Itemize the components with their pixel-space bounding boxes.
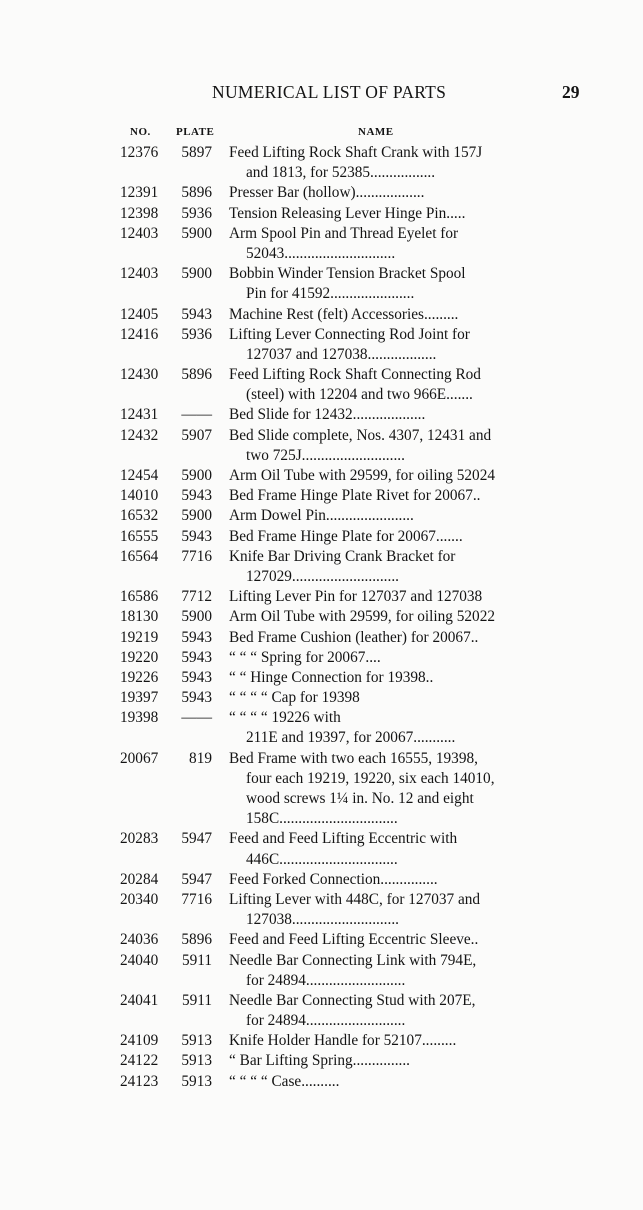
part-entry-line xyxy=(0,426,643,446)
part-entry xyxy=(0,547,643,587)
part-name: two 725J........................... xyxy=(246,446,405,464)
part-number: 12454 xyxy=(120,467,159,484)
part-entry-line xyxy=(0,466,643,486)
part-entry xyxy=(0,607,643,627)
part-name: Feed Forked Connection............... xyxy=(229,870,438,888)
part-entry xyxy=(0,829,643,869)
part-entry-continuation-line xyxy=(0,910,643,930)
part-name: Knife Holder Handle for 52107......... xyxy=(229,1032,457,1050)
part-entry-continuation-line xyxy=(0,728,643,748)
plate-number: 5913 xyxy=(181,1072,212,1090)
part-name: Feed and Feed Lifting Eccentric with xyxy=(229,830,458,848)
part-number: 12398 xyxy=(120,204,159,222)
part-number: 12416 xyxy=(120,325,159,343)
part-name: for 24894.......................... xyxy=(246,971,406,989)
part-number: 20284 xyxy=(120,870,159,888)
part-number: 24123 xyxy=(120,1072,159,1090)
plate-number: 819 xyxy=(189,749,212,767)
part-name: for 24894.......................... xyxy=(246,1012,406,1030)
plate-number: —— xyxy=(181,709,212,727)
part-number: 12430 xyxy=(120,366,159,384)
parts-list xyxy=(0,143,643,1092)
part-name: Bed Frame Cushion (leather) for 20067.. xyxy=(229,628,479,646)
part-entry-continuation-line xyxy=(0,345,643,365)
plate-number: 5936 xyxy=(181,325,212,343)
part-entry-line xyxy=(0,183,643,203)
plate-number: 5900 xyxy=(181,507,212,525)
part-name: Feed and Feed Lifting Eccentric Sleeve.. xyxy=(229,931,479,949)
part-entry-line xyxy=(0,688,643,708)
part-entry xyxy=(0,325,643,365)
part-number: 20340 xyxy=(120,890,159,908)
plate-number: 5897 xyxy=(181,144,212,161)
part-entry xyxy=(0,628,643,648)
part-entry-continuation-line xyxy=(0,567,643,587)
part-entry-line xyxy=(0,506,643,526)
part-name: Arm Dowel Pin....................... xyxy=(229,507,414,525)
plate-number: 5936 xyxy=(181,204,212,222)
part-number: 24109 xyxy=(120,1032,159,1050)
plate-number: 5943 xyxy=(181,487,212,505)
part-number: 24036 xyxy=(120,931,159,949)
part-name: 127038............................ xyxy=(246,911,399,929)
part-entry-line xyxy=(0,668,643,688)
part-entry-line xyxy=(0,870,643,890)
plate-number: 5943 xyxy=(181,648,212,666)
part-number: 16586 xyxy=(120,588,159,606)
part-entry-line xyxy=(0,829,643,849)
plate-number: 5896 xyxy=(181,184,212,202)
plate-number: 5943 xyxy=(181,689,212,707)
part-number: 16532 xyxy=(120,507,159,525)
plate-number: —— xyxy=(181,406,212,424)
part-number: 16564 xyxy=(120,547,159,565)
part-name: Arm Spool Pin and Thread Eyelet for xyxy=(229,224,459,242)
part-number: 24041 xyxy=(120,991,159,1009)
part-entry-line xyxy=(0,325,643,345)
part-entry xyxy=(0,527,643,547)
part-entry-line xyxy=(0,648,643,668)
plate-number: 5900 xyxy=(181,467,212,484)
column-header-name: NAME xyxy=(358,126,394,138)
part-entry-line xyxy=(0,587,643,607)
part-entry-line xyxy=(0,951,643,971)
part-entry xyxy=(0,951,643,991)
part-number: 14010 xyxy=(120,487,159,505)
part-name: Bed Slide complete, Nos. 4307, 12431 and xyxy=(229,426,492,444)
part-name: Bed Frame Hinge Plate for 20067....... xyxy=(229,527,463,545)
part-entry xyxy=(0,668,643,688)
part-name: Needle Bar Connecting Stud with 207E, xyxy=(229,991,476,1009)
part-name: Lifting Lever Connecting Rod Joint for xyxy=(229,325,470,343)
part-entry-line xyxy=(0,143,643,163)
part-entry-continuation-line xyxy=(0,769,643,789)
part-entry xyxy=(0,1031,643,1051)
part-entry-continuation-line xyxy=(0,163,643,183)
part-entry xyxy=(0,264,643,304)
part-name: Needle Bar Connecting Link with 794E, xyxy=(229,951,477,969)
plate-number: 7712 xyxy=(181,588,212,606)
plate-number: 5911 xyxy=(181,991,212,1009)
column-header-plate: PLATE xyxy=(176,126,215,138)
part-entry xyxy=(0,183,643,203)
page-header xyxy=(0,82,643,106)
part-name: “ “ Hinge Connection for 19398.. xyxy=(229,668,434,686)
part-number: 12403 xyxy=(120,265,159,283)
part-entry xyxy=(0,1051,643,1071)
part-entry-continuation-line xyxy=(0,971,643,991)
plate-number: 5896 xyxy=(181,366,212,384)
part-entry xyxy=(0,587,643,607)
part-number: 12403 xyxy=(120,224,159,242)
part-entry-continuation-line xyxy=(0,446,643,466)
part-entry-line xyxy=(0,1072,643,1092)
part-entry xyxy=(0,365,643,405)
part-name: Machine Rest (felt) Accessories......... xyxy=(229,305,459,323)
part-number: 19226 xyxy=(120,668,159,686)
part-name: Lifting Lever with 448C, for 127037 and xyxy=(229,890,481,908)
part-entry xyxy=(0,466,643,486)
part-name: (steel) with 12204 and two 966E....... xyxy=(246,386,473,404)
part-name: Bed Frame with two each 16555, 19398, xyxy=(229,749,478,767)
plate-number: 5913 xyxy=(181,1032,212,1050)
part-entry xyxy=(0,506,643,526)
part-name: Feed Lifting Rock Shaft Crank with 157J xyxy=(229,144,483,161)
part-name: 446C............................... xyxy=(246,850,398,868)
column-header-no: NO. xyxy=(130,126,151,138)
part-entry xyxy=(0,870,643,890)
part-entry-line xyxy=(0,1051,643,1071)
part-number: 19219 xyxy=(120,628,159,646)
part-number: 18130 xyxy=(120,608,159,626)
part-number: 12431 xyxy=(120,406,159,424)
column-headers xyxy=(0,126,643,142)
part-number: 19397 xyxy=(120,689,159,707)
part-name: Arm Oil Tube with 29599, for oiling 52024 xyxy=(229,467,496,484)
plate-number: 5900 xyxy=(181,224,212,242)
part-entry xyxy=(0,930,643,950)
part-entry xyxy=(0,890,643,930)
plate-number: 5907 xyxy=(181,426,212,444)
part-entry-line xyxy=(0,1031,643,1051)
part-entry-line xyxy=(0,527,643,547)
part-name: “ “ “ Spring for 20067.... xyxy=(229,648,381,666)
part-entry-line xyxy=(0,486,643,506)
part-entry-line xyxy=(0,991,643,1011)
part-name: Bobbin Winder Tension Bracket Spool xyxy=(229,265,466,283)
part-entry-line xyxy=(0,365,643,385)
part-name: wood screws 1¼ in. No. 12 and eight xyxy=(246,790,474,807)
part-name: 158C............................... xyxy=(246,810,398,828)
part-name: “ “ “ “ Cap for 19398 xyxy=(229,689,360,707)
part-entry-continuation-line xyxy=(0,244,643,264)
part-entry-continuation-line xyxy=(0,850,643,870)
part-number: 12376 xyxy=(120,144,159,161)
plate-number: 5911 xyxy=(181,951,212,969)
part-entry-line xyxy=(0,890,643,910)
part-name: 211E and 19397, for 20067........... xyxy=(246,729,456,747)
part-entry xyxy=(0,405,643,425)
part-number: 12391 xyxy=(120,184,159,202)
part-entry-line xyxy=(0,204,643,224)
page-title: NUMERICAL LIST OF PARTS xyxy=(212,82,447,102)
plate-number: 5943 xyxy=(181,305,212,323)
part-entry xyxy=(0,143,643,183)
part-entry xyxy=(0,648,643,668)
plate-number: 5943 xyxy=(181,628,212,646)
part-name: 127037 and 127038.................. xyxy=(246,345,437,363)
part-entry xyxy=(0,305,643,325)
part-entry-line xyxy=(0,708,643,728)
part-entry-line xyxy=(0,930,643,950)
part-name: Knife Bar Driving Crank Bracket for xyxy=(229,547,456,565)
part-entry-line xyxy=(0,224,643,244)
part-name: Arm Oil Tube with 29599, for oiling 52022 xyxy=(229,608,496,626)
part-name: and 1813, for 52385................. xyxy=(246,164,436,182)
plate-number: 5900 xyxy=(181,265,212,283)
part-entry-line xyxy=(0,264,643,284)
part-number: 24040 xyxy=(120,951,159,969)
part-entry-continuation-line xyxy=(0,809,643,829)
part-entry xyxy=(0,991,643,1031)
part-number: 24122 xyxy=(120,1052,159,1070)
part-number: 20067 xyxy=(120,749,159,767)
part-name: Tension Releasing Lever Hinge Pin..... xyxy=(229,204,466,222)
page-number: 29 xyxy=(562,82,580,102)
plate-number: 5943 xyxy=(181,527,212,545)
part-entry-continuation-line xyxy=(0,1011,643,1031)
part-number: 16555 xyxy=(120,527,159,545)
part-entry-line xyxy=(0,547,643,567)
part-entry-line xyxy=(0,628,643,648)
part-entry xyxy=(0,224,643,264)
part-entry-continuation-line xyxy=(0,284,643,304)
part-entry-continuation-line xyxy=(0,789,643,809)
part-entry xyxy=(0,426,643,466)
part-name: Presser Bar (hollow).................. xyxy=(229,184,425,202)
part-entry xyxy=(0,688,643,708)
plate-number: 5913 xyxy=(181,1052,212,1070)
plate-number: 5947 xyxy=(181,830,212,848)
part-name: Pin for 41592...................... xyxy=(246,285,415,303)
part-entry xyxy=(0,204,643,224)
part-name: Bed Frame Hinge Plate Rivet for 20067.. xyxy=(229,487,481,505)
part-entry xyxy=(0,749,643,830)
part-entry-continuation-line xyxy=(0,385,643,405)
part-name: Feed Lifting Rock Shaft Connecting Rod xyxy=(229,366,481,384)
part-number: 19398 xyxy=(120,709,159,727)
plate-number: 7716 xyxy=(181,547,212,565)
part-entry-line xyxy=(0,749,643,769)
part-entry-line xyxy=(0,607,643,627)
plate-number: 7716 xyxy=(181,890,212,908)
part-name: 127029............................ xyxy=(246,567,399,585)
plate-number: 5947 xyxy=(181,870,212,888)
part-entry-line xyxy=(0,405,643,425)
part-number: 12405 xyxy=(120,305,159,323)
plate-number: 5896 xyxy=(181,931,212,949)
part-entry xyxy=(0,486,643,506)
part-entry xyxy=(0,708,643,748)
part-name: Lifting Lever Pin for 127037 and 127038 xyxy=(229,588,483,606)
part-name: “ “ “ “ 19226 with xyxy=(229,709,341,727)
part-name: “ “ “ “ Case.......... xyxy=(229,1072,340,1090)
part-number: 12432 xyxy=(120,426,159,444)
part-name: 52043............................. xyxy=(246,244,396,262)
part-number: 19220 xyxy=(120,648,159,666)
plate-number: 5900 xyxy=(181,608,212,626)
plate-number: 5943 xyxy=(181,668,212,686)
part-name: Bed Slide for 12432................... xyxy=(229,406,426,424)
part-entry xyxy=(0,1072,643,1092)
part-name: “ Bar Lifting Spring............... xyxy=(229,1052,410,1070)
part-entry-line xyxy=(0,305,643,325)
part-name: four each 19219, 19220, six each 14010, xyxy=(246,769,495,787)
part-number: 20283 xyxy=(120,830,159,848)
